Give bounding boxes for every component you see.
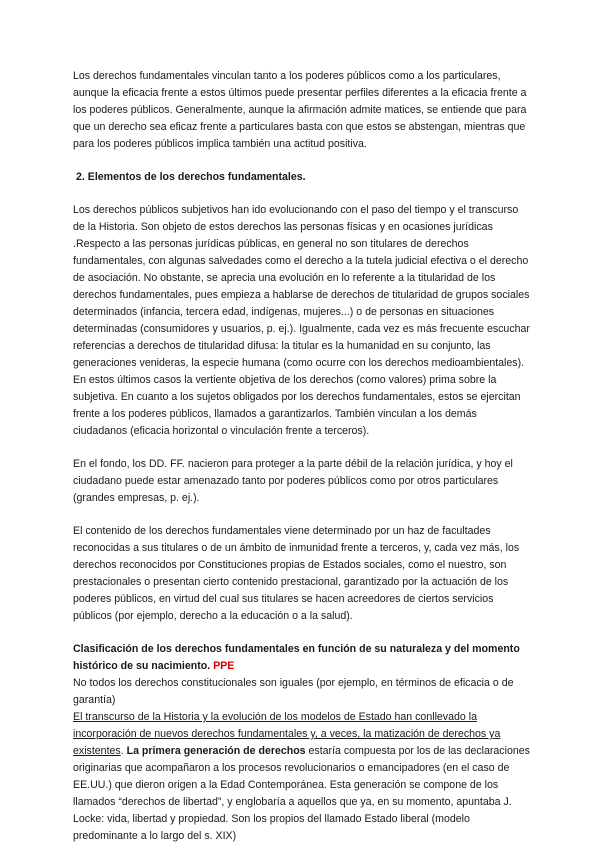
paragraph-efficacy: Los derechos fundamentales vinculan tanto a los poderes públicos como a los particulares, aunque la eficacia frente a estos últimos puede presentar perfiles diferentes a la eficacia frente a los poderes públicos. Generalmente, aunque la afirmación admite matices, se entiende que para que un derecho sea eficaz frente a particulares basta con que estos se abstengan, mientras que para los poderes públicos implica también una actitud positiva. — [73, 70, 527, 150]
underlined-text: El transcurso de la Historia y la evolución de los modelos de Estado han conllevado la incorporación de nuevos derechos fundamentales y, a veces, la matización de derechos ya existentes — [73, 711, 501, 757]
paragraph-subjects: Los derechos públicos subjetivos han ido evolucionando con el paso del tiempo y el transcurso de la Historia. Son objeto de estos derechos las personas físicas y en ocasiones jurídicas .Respecto a las personas jurídicas públicas, en general no son titulares de derechos fundamentales, con algunas salvedades como el derecho a la tutela judicial efectiva o el derecho de asociación. No obstante, se aprecia una evolución en lo referente a la titularidad de los derechos fundamentales, pues empieza a hablarse de derechos de titularidad de grupos sociales determinados (infancia, tercera edad, indígenas, mujeres...) o de personas en situaciones determinadas (consumidores y usuarios, p. ej.). Igualmente, cada vez es más frecuente escuchar referencias a derechos de titularidad difusa: la titular es la humanidad en su conjunto, las generaciones venideras, la especie humana (como ocurre con los derechos medioambientales). En estos últimos casos la vertiente objetiva de los derechos (como valores) prima sobre la subjetiva. En cuanto a los sujetos obligados por los derechos fundamentales, estos se ejercitan frente a los poderes públicos, llamados a garantizarlos. También vinculan a los demás ciudadanos (eficacia horizontal o vinculación frente a terceros). — [73, 204, 530, 437]
paragraph-content: El contenido de los derechos fundamentales viene determinado por un haz de facultades reconocidas a sus titulares o de un ámbito de inmunidad frente a terceros, y, cada vez más, los derechos reconocidos por Constituciones propias de Estados sociales, como el nuestro, son prestacionales o presentan cierto contenido prestacional, garantizado por la actuación de los poderes públicos, en virtud del cual sus titulares se hacen acreedores de ciertos servicios públicos (por ejemplo, derecho a la educación o a la salud). — [73, 525, 520, 622]
section-heading-elements: 2. Elementos de los derechos fundamentales. — [76, 171, 306, 183]
classification-heading — [73, 641, 530, 675]
generation-description: estaría compuesta por los de las declaraciones originarias que acompañaron a los procesos revolucionarios o emancipadores (en el caso de EE.UU.) que dieron origen a la Edad Contemporánea. Esta generación se compone de los llamados “derechos de libertad”, y englobaría a aquellos que ya, en su momento, apuntaba J. Locke: vida, libertad y propiedad. Son los propios del llamado Estado liberal (modelo predominante a lo largo del s. XIX) — [73, 745, 530, 842]
paragraph-generations — [73, 709, 530, 845]
bold-text-first-generation: La primera generación de derechos — [126, 745, 306, 757]
ppe-tag: PPE — [213, 660, 235, 672]
period-text: . — [120, 745, 127, 757]
classification-heading-text: Clasificación de los derechos fundamentales en función de su naturaleza y del momento histórico de su nacimiento. — [73, 643, 520, 672]
paragraph-not-equal: No todos los derechos constitucionales son iguales (por ejemplo, en términos de eficacia o de garantía) — [73, 677, 514, 706]
paragraph-origin: En el fondo, los DD. FF. nacieron para proteger a la parte débil de la relación jurídica, y hoy el ciudadano puede estar amenazado tanto por poderes públicos como por otros particulares (grandes empresas, p. ej.). — [73, 458, 513, 504]
